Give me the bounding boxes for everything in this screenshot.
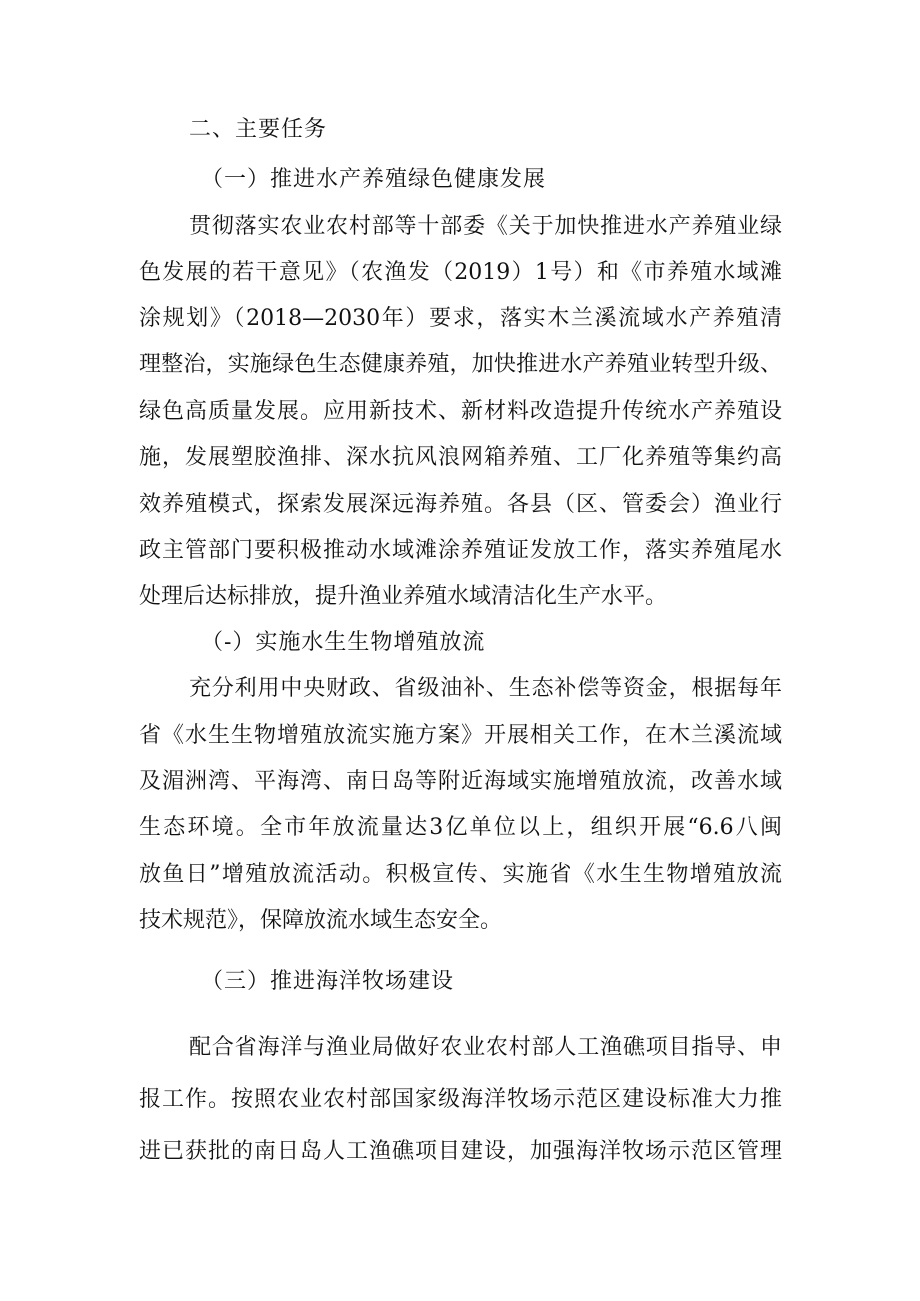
paragraph-line: 绿色高质量发展。应用新技术、新材料改造提升传统水产养殖设 xyxy=(139,399,782,424)
paragraph-line: 及湄洲湾、平海湾、南日岛等附近海域实施增殖放流，改善水域 xyxy=(139,769,782,794)
paragraph-line: 贯彻落实农业农村部等十部委《关于加快推进水产养殖业绿 xyxy=(189,214,782,239)
paragraph-line: 色发展的若干意见》（农渔发（2019）1号）和《市养殖水域滩 xyxy=(139,260,782,285)
subsection-heading-1: （一）推进水产养殖绿色健康发展 xyxy=(201,167,547,192)
paragraph-line: 省《水生生物增殖放流实施方案》开展相关工作，在木兰溪流域 xyxy=(139,723,782,748)
paragraph-line: 配合省海洋与渔业局做好农业农村部人工渔礁项目指导、申 xyxy=(189,1035,782,1060)
paragraph-line: 效养殖模式，探索发展深远海养殖。各县（区、管委会）渔业行 xyxy=(139,492,782,517)
paragraph-line: 生态环境。全市年放流量达3亿单位以上，组织开展“6.6八闽 xyxy=(139,815,782,840)
paragraph-line: 报工作。按照农业农村部国家级海洋牧场示范区建设标准大力推 xyxy=(139,1087,782,1112)
paragraph-line: 放鱼日”增殖放流活动。积极宣传、实施省《水生生物增殖放流 xyxy=(139,862,782,887)
paragraph-line: 理整治，实施绿色生态健康养殖，加快推进水产养殖业转型升级、 xyxy=(139,352,782,377)
subsection-heading-2: （-）实施水生生物增殖放流 xyxy=(201,630,486,655)
paragraph-line: 政主管部门要积极推动水域滩涂养殖证发放工作，落实养殖尾水 xyxy=(139,538,782,563)
section-title: 二、主要任务 xyxy=(189,117,328,142)
paragraph-line: 施，发展塑胶渔排、深水抗风浪网箱养殖、工厂化养殖等集约高 xyxy=(139,445,782,470)
paragraph-line: 处理后达标排放，提升渔业养殖水域清洁化生产水平。 xyxy=(139,584,668,609)
paragraph-line: 涂规划》（2018—2030年）要求，落实木兰溪流域水产养殖清 xyxy=(139,306,782,331)
paragraph-line: 技术规范》，保障放流水域生态安全。 xyxy=(139,908,503,933)
paragraph-line: 进已获批的南日岛人工渔礁项目建设，加强海洋牧场示范区管理 xyxy=(139,1139,782,1164)
paragraph-line: 充分利用中央财政、省级油补、生态补偿等资金，根据每年 xyxy=(189,676,782,701)
subsection-heading-3: （三）推进海洋牧场建设 xyxy=(201,969,455,994)
